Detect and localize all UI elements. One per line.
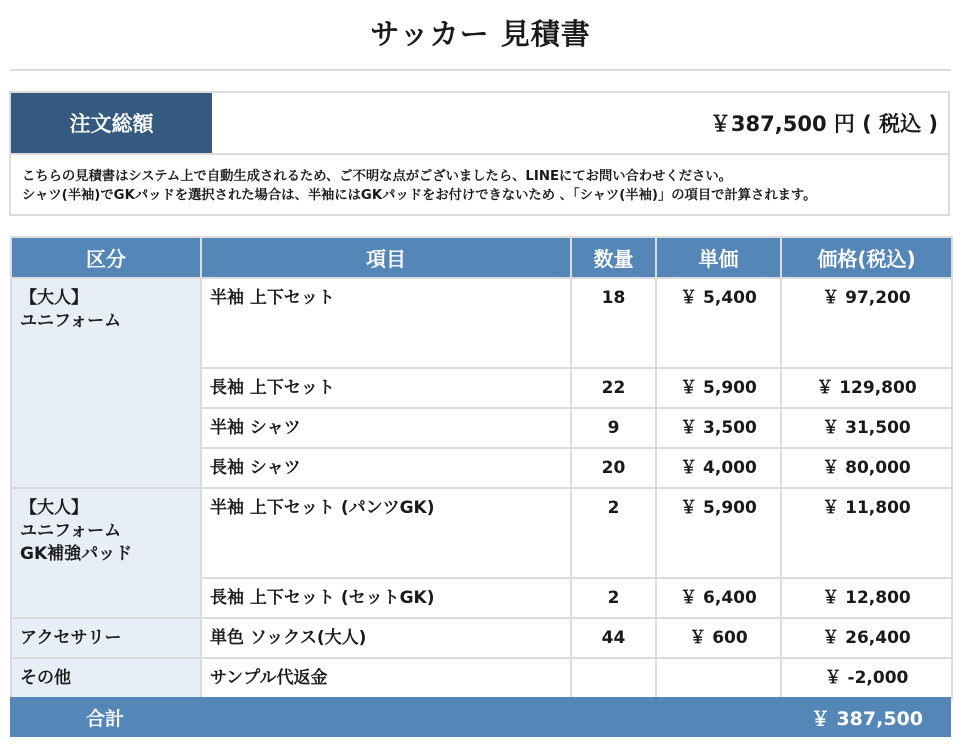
unit-price-cell: ￥ 600 (656, 618, 781, 658)
category-cell (11, 618, 201, 658)
price-cell: ￥ 11,800 (781, 488, 952, 578)
category-label: GK補強パッド (20, 544, 133, 564)
grand-total-row (10, 697, 951, 737)
category-label: ユニフォーム (20, 311, 122, 331)
unit-price-cell: ￥ 6,400 (656, 578, 781, 618)
col-header-price: 価格(税込) (781, 237, 952, 278)
unit-price-cell: ￥ 5,900 (656, 368, 781, 408)
col-header-unit-price: 単価 (656, 237, 781, 278)
qty-cell: 44 (571, 618, 656, 658)
price-cell: ￥ 31,500 (781, 408, 952, 448)
unit-price-cell: ￥ 3,500 (656, 408, 781, 448)
col-header-category: 区分 (11, 237, 201, 278)
item-cell: 半袖 上下セット (パンツGK) (201, 488, 571, 578)
item-cell: 長袖 シャツ (201, 448, 571, 488)
qty-cell: 18 (571, 278, 656, 368)
category-cell (11, 658, 201, 698)
category-label: 【大人】 (20, 288, 88, 308)
category-label: その他 (20, 668, 71, 688)
title-divider (10, 69, 951, 71)
item-cell: 半袖 シャツ (201, 408, 571, 448)
category-cell (11, 488, 201, 618)
price-cell: ￥ -2,000 (781, 658, 952, 698)
category-label: アクセサリー (20, 628, 122, 648)
order-total-amount: ￥387,500 円 ( 税込 ) (709, 112, 938, 136)
category-cell (11, 278, 201, 488)
qty-cell: 2 (571, 578, 656, 618)
price-cell: ￥ 80,000 (781, 448, 952, 488)
table-row (11, 658, 952, 698)
order-summary (9, 91, 950, 216)
unit-price-cell: ￥ 5,400 (656, 278, 781, 368)
qty-cell: 9 (571, 408, 656, 448)
item-cell: 長袖 上下セット (セットGK) (201, 578, 571, 618)
notice-text (22, 167, 816, 205)
price-cell: ￥ 26,400 (781, 618, 952, 658)
col-header-item: 項目 (201, 237, 571, 278)
unit-price-cell: ￥ 4,000 (656, 448, 781, 488)
unit-price-cell: ￥ 5,900 (656, 488, 781, 578)
grand-total-value: ￥ 387,500 (810, 707, 923, 730)
notice-line: シャツ(半袖)でGKパッドを選択された場合は、半袖にはGKパッドをお付けできないため 、「シャツ(半袖)」の項目で計算されます。 (22, 188, 817, 203)
qty-cell: 2 (571, 488, 656, 578)
qty-cell: 20 (571, 448, 656, 488)
category-label: ユニフォーム (20, 521, 122, 541)
table-row (11, 278, 952, 368)
table-row (11, 488, 952, 578)
qty-cell: 22 (571, 368, 656, 408)
qty-cell (571, 658, 656, 698)
item-cell: 単色 ソックス(大人) (201, 618, 571, 658)
item-cell: 長袖 上下セット (201, 368, 571, 408)
price-cell: ￥ 12,800 (781, 578, 952, 618)
summary-divider (11, 153, 948, 155)
page-title: サッカー 見積書 (370, 17, 591, 51)
price-cell: ￥ 97,200 (781, 278, 952, 368)
notice-line: こちらの見積書はシステム上で自動生成されるため、ご不明な点がございましたら、LINEにてお問い合わせください。 (22, 169, 732, 184)
col-header-qty: 数量 (571, 237, 656, 278)
table-row (11, 618, 952, 658)
price-cell: ￥ 129,800 (781, 368, 952, 408)
grand-total-label: 合計 (85, 707, 124, 730)
quote-table (10, 236, 953, 699)
item-cell: 半袖 上下セット (201, 278, 571, 368)
item-cell: サンプル代返金 (201, 658, 571, 698)
table-header-row (11, 237, 952, 278)
unit-price-cell (656, 658, 781, 698)
category-label: 【大人】 (20, 498, 88, 518)
order-total-label: 注文総額 (11, 93, 212, 153)
